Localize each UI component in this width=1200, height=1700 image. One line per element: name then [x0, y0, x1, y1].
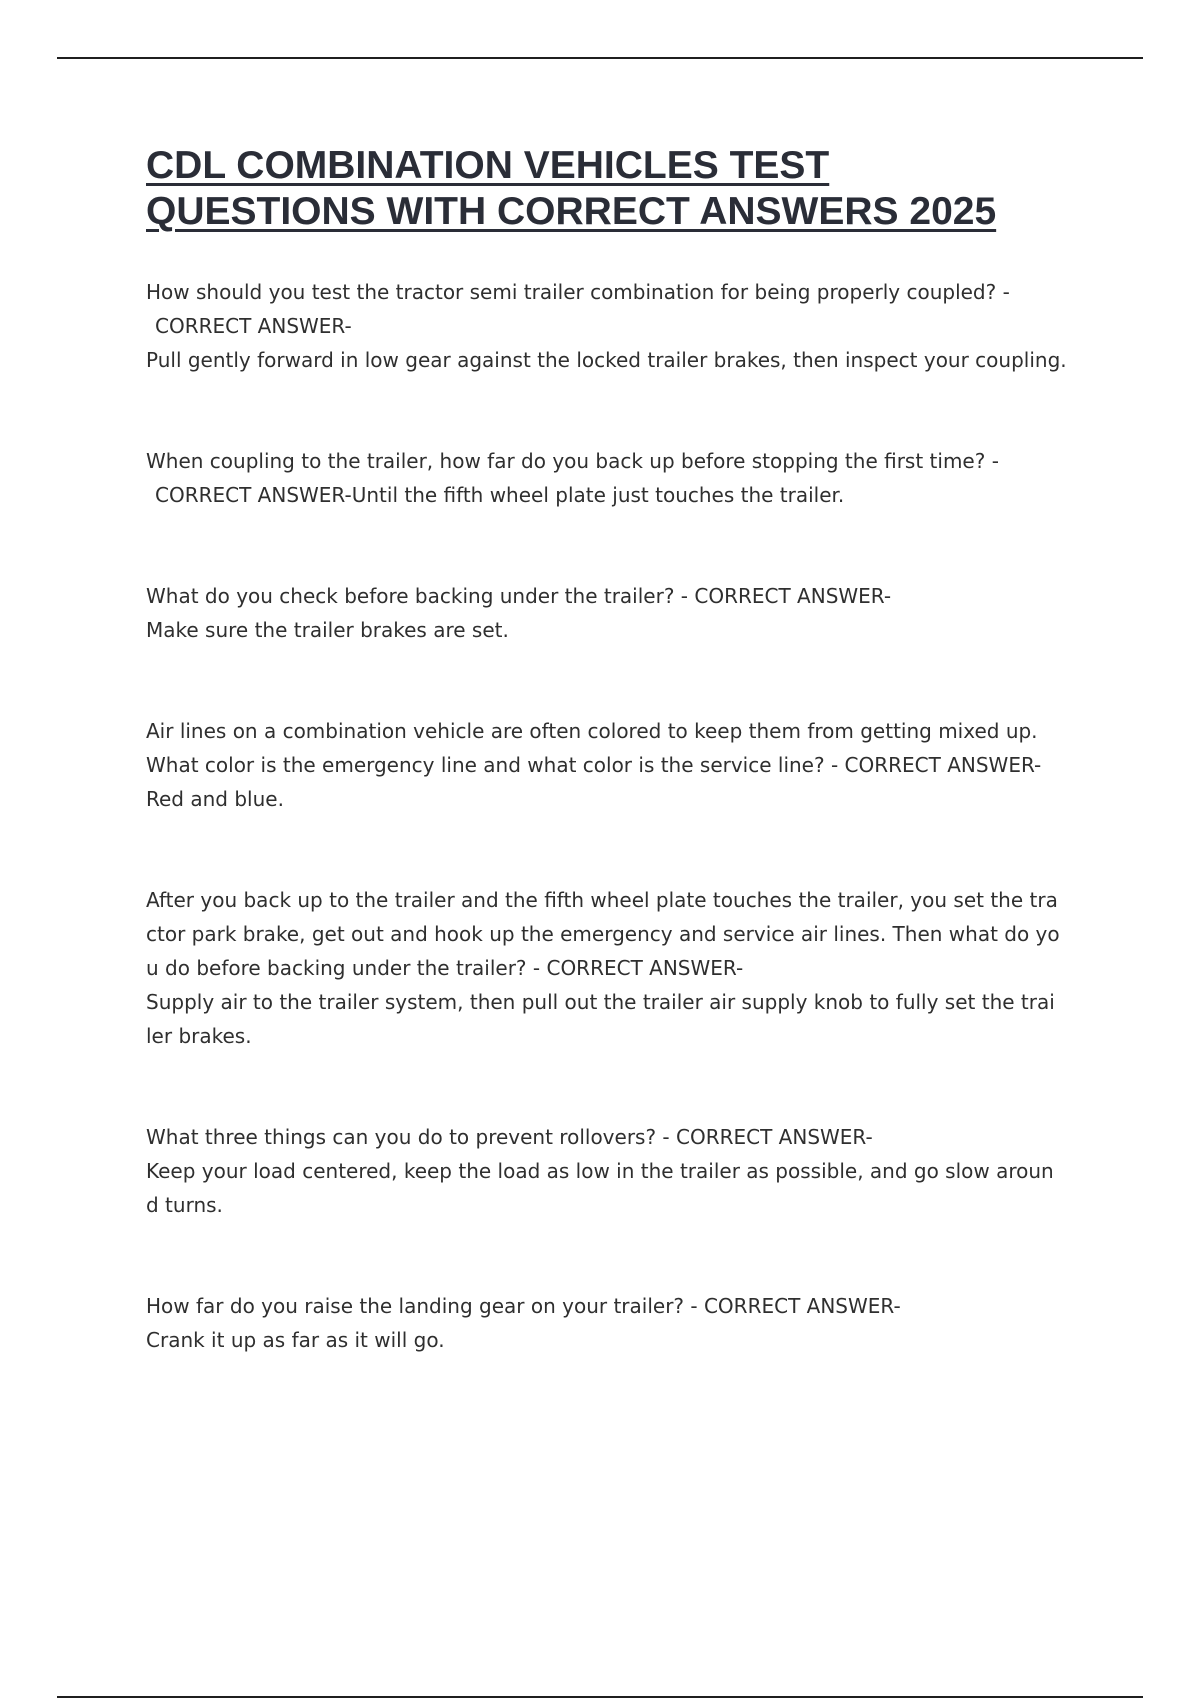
qa-item-5	[146, 883, 1096, 1053]
qa-line: What three things can you do to prevent rollovers? - CORRECT ANSWER-	[146, 1125, 873, 1149]
document-body	[146, 143, 1096, 1424]
qa-item-3	[146, 579, 1096, 647]
qa-line: u do before backing under the trailer? - CORRECT ANSWER-	[146, 956, 744, 980]
qa-line: Pull gently forward in low gear against the locked trailer brakes, then inspect your coupling.	[146, 348, 1067, 372]
qa-item-2	[146, 444, 1096, 512]
qa-line: CORRECT ANSWER-	[155, 314, 352, 338]
qa-item-6	[146, 1120, 1096, 1222]
qa-item-1	[146, 275, 1096, 377]
qa-item-7	[146, 1289, 1096, 1357]
qa-line: Make sure the trailer brakes are set.	[146, 618, 509, 642]
qa-line: CORRECT ANSWER-Until the fifth wheel plate just touches the trailer.	[155, 483, 845, 507]
qa-line: How far do you raise the landing gear on your trailer? - CORRECT ANSWER-	[146, 1294, 901, 1318]
qa-line: Crank it up as far as it will go.	[146, 1328, 445, 1352]
qa-item-4	[146, 714, 1096, 816]
qa-line: d turns.	[146, 1193, 223, 1217]
qa-line: ler brakes.	[146, 1024, 252, 1048]
qa-line: When coupling to the trailer, how far do you back up before stopping the first time? -	[146, 449, 999, 473]
header-rule	[57, 57, 1143, 59]
qa-line: What color is the emergency line and what color is the service line? - CORRECT ANSWER-	[146, 753, 1042, 777]
qa-line: After you back up to the trailer and the fifth wheel plate touches the trailer, you set the tra	[146, 888, 1058, 912]
qa-line: How should you test the tractor semi trailer combination for being properly coupled? -	[146, 280, 1010, 304]
qa-line: ctor park brake, get out and hook up the emergency and service air lines. Then what do yo	[146, 922, 1060, 946]
qa-list	[146, 275, 1096, 1357]
qa-line: Red and blue.	[146, 787, 284, 811]
title-line-2: QUESTIONS WITH CORRECT ANSWERS 2025	[146, 190, 997, 233]
qa-line: Air lines on a combination vehicle are often colored to keep them from getting mixed up.	[146, 719, 1038, 743]
footer-rule	[57, 1696, 1143, 1698]
qa-line: Supply air to the trailer system, then pull out the trailer air supply knob to fully set the trai	[146, 990, 1055, 1014]
document-title	[146, 143, 1096, 235]
qa-line: What do you check before backing under the trailer? - CORRECT ANSWER-	[146, 584, 892, 608]
title-line-1: CDL COMBINATION VEHICLES TEST	[146, 144, 830, 187]
qa-line: Keep your load centered, keep the load as low in the trailer as possible, and go slow aroun	[146, 1159, 1054, 1183]
